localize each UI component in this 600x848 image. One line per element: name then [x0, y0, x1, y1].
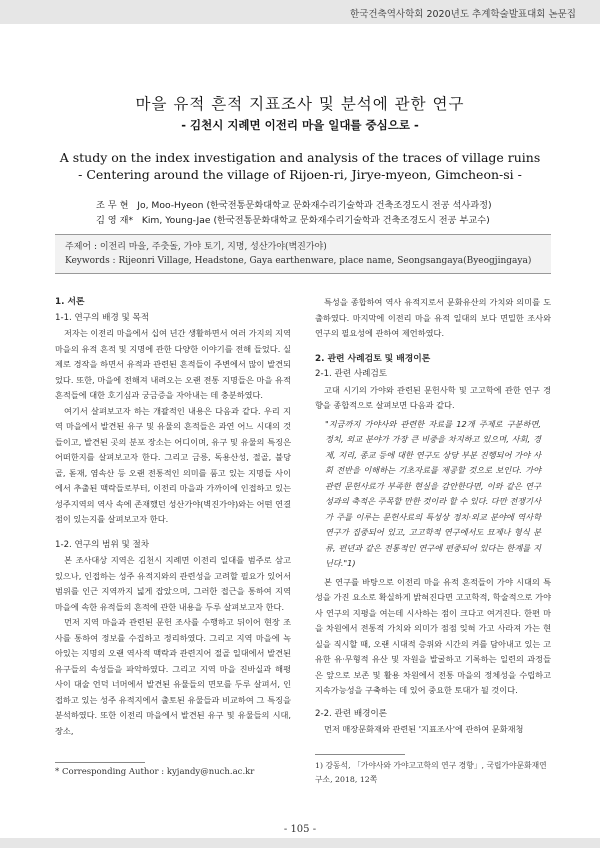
page-number: - 105 -	[283, 824, 317, 835]
conference-name: 한국건축역사학회 2020년도 추계학술발표대회 논문집	[350, 9, 576, 20]
footnote-1: 1) 강동석, 「가야사와 가야고고학의 연구 경향」, 국립가야문화재연구소, 2018, 12쪽	[315, 761, 547, 784]
author-1-affiliation: (한국전통문화대학교 문화재수리기술학과 건축조경도시 전공 석사과정)	[206, 200, 492, 211]
keywords-korean-label: 주제어 :	[65, 242, 97, 252]
keywords-english-label: Keywords :	[65, 256, 116, 266]
section-2-2-heading: 2-2. 관련 배경이론	[315, 708, 388, 719]
author-2-name-ko: 김 영 재*	[96, 215, 134, 226]
author-2	[96, 212, 490, 226]
section-1-2-paragraph-2: 먼저 지역 마을과 관련된 문헌 조사를 수행하고 뒤이어 현장 조사를 통하여 정보를 수집하고 정리하였다. 그리고 지역 마을에 녹아있는 지명의 오랜 역사적 맥락과 관련지어 절골 일대에서 발견된 유구들의 속성들을 파악하였다. 그리고 지역 마을 진바실과 해평 사이 대술 언덕 너머에서 발견된 유물들의 면모를 두루 살펴서, 인접하고 있는 성주 유적지에서 출토된 유물들과 비교하여 그 특징을 분석하였다. 또한 이전리 마을에서 발견된 유구 및 유물들의 시대, 장소,	[55, 617, 291, 736]
keywords-english	[65, 256, 531, 266]
left-column	[55, 295, 291, 739]
paper-subtitle-english: - Centering around the village of Rijoen-ri, Jirye-myeon, Gimcheon-si -	[78, 167, 522, 182]
corresponding-author: * Corresponding Author : kyjandy@nuch.ac.kr	[55, 767, 255, 777]
keywords-box	[55, 234, 551, 274]
section-2-1-paragraph-2: 본 연구를 바탕으로 이전리 마을 유적 흔적들이 가야 시대의 특성을 가진 요소로 확실하게 밝혀진다면 고고학적, 학술적으로 가야사 연구의 지평을 여는데 시사하는 점이 크다고 여겨진다. 한편 마을 차원에서 전통적 가치와 의미가 점점 잊혀 가고 사라져 가는 현실을 직시할 때, 오랜 시대적 층위와 시간의 켜를 담아내고 있는 고유한 유·무형적 유산 및 자원을 발굴하고 기록하는 일련의 과정들은 앞으로 보존 및 활용 차원에서 전통 마을의 정체성을 수립하고 지속가능성을 구축하는 데 있어 중요한 토대가 될 것이다.	[315, 576, 551, 695]
literature-quote: "지금까지 가야사와 관련한 자료를 12개 주제로 구분하면, 정치, 외교 분야가 가장 큰 비중을 차지하고 있으며, 사회, 경제, 지리, 종교 등에 대한 연구도 상당 부분 진행되어 가야 사회 전반을 이해하는 기초자료를 제공할 것으로 보인다. 가야 관련 문헌사료가 부족한 현실을 감안한다면, 이와 같은 연구성과의 축적은 주목할 만한 것이라 할 수 있다. 다만 전쟁기사가 주를 이루는 문헌사료의 특성상 정치·외교 분야에 역사학 연구가 집중되어 있고, 고고학적 연구에서도 묘제나 형식 분류, 편년과 같은 전통적인 연구에 편중되어 있다는 한계를 지닌다."1)	[325, 418, 541, 568]
section-2-2-paragraph-1: 먼저 매장문화재와 관련된 '지표조사'에 관하여 문화재청	[324, 724, 524, 734]
footnote-rule-right	[315, 754, 405, 755]
author-1-name-ko: 조 무 현	[96, 200, 129, 211]
author-2-affiliation: (한국전통문화대학교 문화재수리기술학과 건축조경도시 전공 부교수)	[213, 215, 490, 226]
section-2-1-heading: 2-1. 관련 사례검토	[315, 369, 388, 379]
paper-subtitle-korean: - 김천시 지례면 이전리 마을 일대를 중심으로 -	[181, 118, 419, 132]
section-1-2-continuation: 특성을 종합하여 역사 유적지로서 문화유산의 가치와 의미를 도출하였다. 마지막에 이전리 마을 유적 일대의 보다 면밀한 조사와 연구의 필요성에 관하여 제언하였다.	[315, 297, 551, 338]
section-1-1-paragraph-2: 여기서 살펴보고자 하는 개괄적인 내용은 다음과 같다. 우리 지역 마을에서 발견된 유구 및 유물의 흔적들은 과연 어느 시대의 것들이고, 발견된 곳의 분포 장소는 어디이며, 유구 및 유물의 특징은 어떠한지를 살펴보고자 한다. 그리고 금릉, 독용산성, 절골, 불당골, 돋재, 염속산 등 오랜 전통적인 의미를 품고 있는 지명들 사이에서 추출된 맥락들로부터, 이전리 마을과 가까이에 인접하고 있는 성주지역의 역사 속에 존재했던 성산가야(벽진가야)와는 어떤 연결점이 있는지를 살펴보고자 한다.	[55, 405, 291, 524]
keywords-english-text: Rijeonri Village, Headstone, Gaya earthenware, place name, Seongsangaya(Byeogjingaya)	[118, 256, 532, 266]
author-1	[96, 197, 492, 211]
section-1-2-heading: 1-2. 연구의 범위 및 절차	[55, 539, 150, 550]
section-1-1-paragraph-1: 저자는 이전리 마을에서 십여 년간 생활하면서 여러 가지의 지역 마을의 유적 흔적 및 지명에 관한 다양한 이야기를 전해 들었다. 실제로 경작을 하면서 유적과 관련된 흔적들이 주변에서 많이 발견되었다. 또한, 마을에 전해져 내려오는 오랜 전통 지명들은 마을 유적 흔적들에 대한 호기심과 궁금증을 자아내는 데 충분하였다.	[55, 328, 291, 400]
bottom-strip	[0, 838, 600, 848]
section-2-1-paragraph-1: 고대 시기의 가야와 관련된 문헌사학 및 고고학에 관한 연구 경향을 종합적으로 살펴보면 다음과 같다.	[315, 384, 551, 410]
right-column	[315, 295, 551, 738]
keywords-korean	[65, 239, 327, 252]
author-2-name-en: Kim, Young-Jae	[141, 215, 211, 226]
section-2-heading: 2. 관련 사례검토 및 배경이론	[315, 353, 431, 364]
keywords-korean-text: 이전리 마을, 주춧돌, 가야 토기, 지명, 성산가야(벽진가야)	[99, 242, 327, 252]
footnote-rule-left	[55, 762, 145, 763]
paper-title-english: A study on the index investigation and analysis of the traces of village ruins	[59, 150, 541, 165]
paper-title-korean: 마을 유적 흔적 지표조사 및 분석에 관한 연구	[135, 95, 465, 113]
section-1-heading: 1. 서론	[55, 297, 85, 307]
section-1-1-heading: 1-1. 연구의 배경 및 목적	[55, 312, 150, 323]
header-bar	[0, 0, 600, 24]
author-1-name-en: Jo, Moo-Hyeon	[137, 200, 204, 211]
section-1-2-paragraph-1: 본 조사대상 지역은 김천시 지례면 이전리 일대를 범주로 삼고 있으나, 인접하는 성주 유적지와의 관련성을 고려할 필요가 있어서 범위를 인근 지역까지 넓게 잡았으며, 그러한 접근을 통하여 지역 마을에 속한 유적들의 흔적에 관한 내용을 두루 살펴보고자 한다.	[55, 555, 291, 612]
